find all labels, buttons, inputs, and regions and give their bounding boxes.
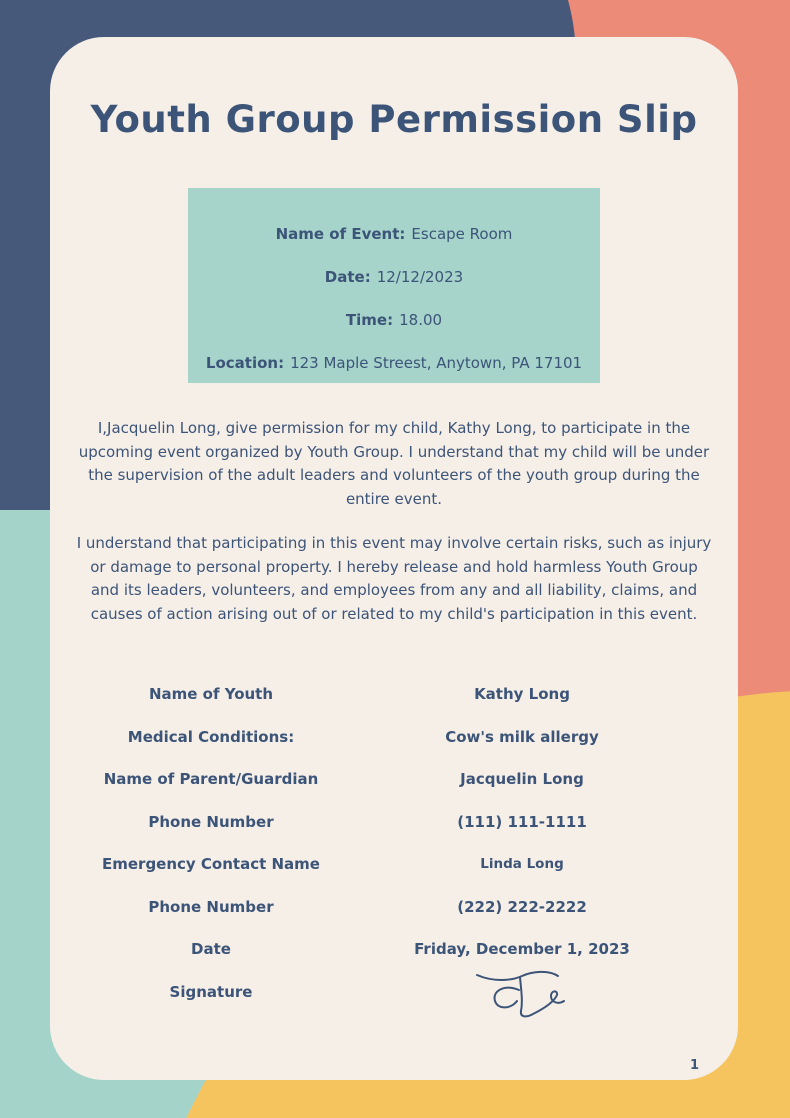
field-label-signature: Signature [169, 982, 253, 1001]
field-label-parent-guardian: Name of Parent/Guardian [103, 770, 319, 789]
document-title: Youth Group Permission Slip [90, 98, 698, 141]
event-date-label: Date: [324, 268, 371, 286]
permission-slip-card [50, 37, 738, 1080]
field-label-emergency-contact: Emergency Contact Name [102, 855, 320, 874]
field-value-name-of-youth: Kathy Long [474, 685, 570, 704]
event-location-label: Location: [205, 354, 285, 372]
event-date-row [188, 256, 600, 299]
field-value-phone-number-2: (222) 222-2222 [457, 897, 587, 916]
event-name-value: Escape Room [411, 225, 513, 243]
page-number: 1 [690, 1058, 700, 1073]
event-details-box [188, 188, 600, 383]
field-value-emergency-contact: Linda Long [480, 856, 564, 873]
form-fields [50, 673, 672, 1013]
event-name-label: Name of Event: [275, 225, 406, 243]
field-label-name-of-youth: Name of Youth [148, 685, 274, 704]
field-value-medical-conditions: Cow's milk allergy [445, 727, 599, 746]
field-label-phone-number-1: Phone Number [148, 812, 274, 831]
liability-paragraph: I understand that participating in this event may involve certain risks, such as injury or damage to personal property. I hereby release and hold harmless Youth Group and its leaders, volunteers, and employees from any and all liability, claims, and causes of action arising out of or related to my child's participation in this event. [76, 534, 712, 623]
event-time-row [188, 299, 600, 342]
permission-paragraph: I,Jacquelin Long, give permission for my child, Kathy Long, to participate in the upcoming event organized by Youth Group. I understand that my child will be under the supervision of the adult leaders and volunteers of the youth group during the entire event. [78, 419, 710, 508]
signature-jl-monogram-icon [467, 961, 577, 1031]
body-text [74, 417, 714, 647]
event-time-value: 18.00 [399, 311, 443, 329]
event-time-label: Time: [345, 311, 394, 329]
event-location-row [188, 342, 600, 385]
field-label-date: Date [191, 940, 231, 959]
event-location-value: 123 Maple Streest, Anytown, PA 17101 [290, 354, 583, 372]
field-label-phone-number-2: Phone Number [148, 897, 274, 916]
field-value-date: Friday, December 1, 2023 [414, 940, 630, 959]
signature-cell [372, 971, 672, 1014]
field-value-parent-guardian: Jacquelin Long [460, 770, 584, 789]
event-name-row [188, 213, 600, 256]
event-date-value: 12/12/2023 [376, 268, 464, 286]
field-value-phone-number-1: (111) 111-1111 [457, 812, 587, 831]
field-label-medical-conditions: Medical Conditions: [127, 727, 295, 746]
